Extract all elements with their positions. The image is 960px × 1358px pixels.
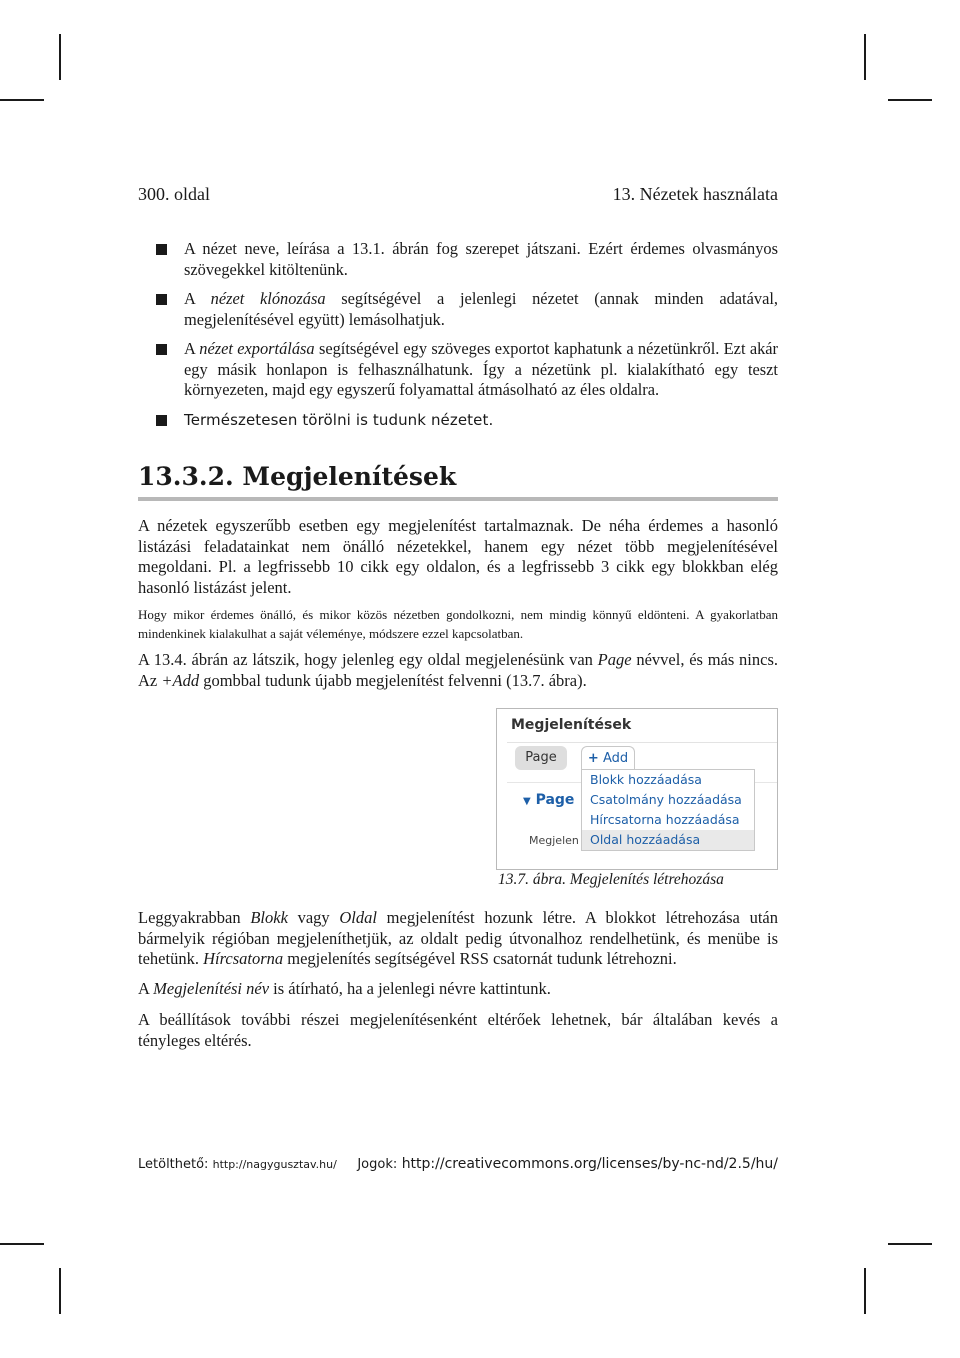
license-link[interactable]: http://creativecommons.org/licenses/by-nc-nd/2.5/hu/: [401, 1156, 778, 1172]
display-section-head[interactable]: [523, 792, 574, 808]
bullet-text-run: A: [184, 339, 200, 358]
crop-mark-bottom-right-v: [864, 1268, 866, 1314]
paragraph-2-block: [138, 650, 778, 691]
caret-down-icon: ▼: [523, 796, 531, 807]
crop-mark-top-right-h: [888, 99, 932, 101]
section-title: 13.3.2. Megjelenítések: [138, 462, 457, 491]
paragraph-5-block: [138, 1010, 778, 1051]
paragraph-1-block: [138, 516, 778, 598]
figure-screenshot: [496, 708, 778, 870]
crop-mark-top-right-v: [864, 34, 866, 80]
bullet-square-icon: [156, 294, 167, 305]
crop-mark-top-left-v: [59, 34, 61, 80]
section-rule: [138, 497, 778, 501]
add-display-menu-item[interactable]: Hírcsatorna hozzáadása: [590, 812, 740, 827]
bullet-text-run: A: [184, 289, 211, 308]
add-display-label: Add: [602, 751, 629, 766]
bullet-text-run: nézet exportálása: [199, 339, 315, 358]
crop-mark-bottom-left-h: [0, 1243, 44, 1245]
figure-heading: Megjelenítések: [511, 717, 632, 733]
bullet-text-run: Természetesen törölni is tudunk nézetet.: [184, 410, 494, 429]
paragraph3-run: Blokk: [250, 908, 288, 927]
paragraph3-run: Leggyakrabban: [138, 908, 251, 927]
paragraph-4: [138, 979, 778, 1000]
add-display-menu-item[interactable]: Oldal hozzáadása: [582, 830, 754, 850]
bullet-item: [138, 410, 778, 431]
paragraph-5: [138, 1010, 778, 1051]
paragraph3-run: Oldal: [339, 908, 377, 927]
paragraph-4-block: [138, 979, 778, 1000]
paragraph-3: [138, 908, 778, 970]
paragraph4-run: Megjelenítési név: [153, 979, 270, 998]
bullet-text-run: segítségével a jelenlegi nézetet (annak minden adatával, megjelenítésével együtt) lemásolhatjuk.: [184, 289, 779, 329]
bullet-text-run: A nézet neve, leírása a 13.1. ábrán fog szerepet játszani. Ezért érdemes olvasmányos szövegekkel kitöltenünk.: [184, 239, 778, 279]
note-block: [138, 605, 778, 643]
paragraph2-run: névvel, és más nincs. Az: [138, 650, 778, 690]
section-heading: [138, 462, 778, 501]
bullet-text-run: nézet klónozása: [210, 289, 326, 308]
figure-caption: 13.7. ábra. Megjelenítés létrehozása: [498, 871, 724, 888]
display-name-label: Megjelen: [529, 834, 579, 847]
paragraph2-run: A 13.4. ábrán az látszik, hogy jelenleg egy oldal megjelenésünk van: [138, 650, 598, 669]
download-info: [138, 1157, 337, 1172]
paragraph1-run: A nézetek egyszerűbb esetben egy megjelenítést tartalmaznak. De néha érdemes a hasonló listázási feladatainkat nem önálló nézetekkel, hanem egy nézet több megjelenítésével megoldani. Pl. a legfrissebb 10 cikk egy oldalon, és a legfrissebb 3 cikk egy blokkban elég hasonló listázást jelent.: [138, 516, 778, 597]
paragraph2-run: +Add: [161, 670, 200, 690]
paragraph2-run: gombbal tudunk újabb megjelenítést felvenni (13.7. ábra).: [199, 670, 587, 690]
bullet-text-run: segítségével egy szöveges exportot kaphatunk a nézetünkről. Ezt akár egy másik honlapon is felhasználhatunk. Így a nézetünk pl. kialakítható egy teszt környezeten, majd egy egyszerű folyamattal átmásolható az éles oldalra.: [184, 339, 779, 399]
note-paragraph: Hogy mikor érdemes önálló, és mikor közös nézetben gondolkozni, nem mindig könnyű eldönteni. A gyakorlatban mindenkinek kialakulhat a saját véleménye, módszere ezzel kapcsolatban.: [138, 607, 778, 641]
license-label: Jogok:: [357, 1157, 398, 1172]
plus-icon: +: [587, 751, 599, 766]
download-link[interactable]: http://nagygusztav.hu/: [212, 1158, 337, 1171]
crop-mark-top-left-h: [0, 99, 44, 101]
bullet-item: [138, 239, 778, 280]
add-display-menu: [581, 769, 755, 851]
display-section-label: Page: [535, 792, 575, 808]
chapter-title: 13. Nézetek használata: [612, 184, 778, 204]
bullet-item: [138, 289, 778, 330]
paragraph3-run: megjelenítést hozunk létre. A blokkot létrehozása után bármelyik régióban megjeleníthetjük, az oldalt pedig útvonalhoz rendelhetünk, és menübe is tehetünk.: [138, 908, 778, 968]
figure-divider: [507, 742, 777, 743]
paragraph-1: [138, 516, 778, 598]
download-label: Letölthető:: [138, 1157, 209, 1172]
crop-mark-bottom-right-h: [888, 1243, 932, 1245]
bullet-list: [138, 239, 778, 439]
paragraph-3-block: [138, 908, 778, 970]
bullet-item: [138, 339, 778, 401]
add-display-button[interactable]: [581, 746, 635, 771]
page-number: 300. oldal: [138, 184, 210, 204]
paragraph2-run: Page: [597, 650, 632, 669]
bullet-square-icon: [156, 244, 167, 255]
license-info: [357, 1156, 778, 1172]
paragraph3-run: megjelenítés segítségével RSS csatornát tudunk létrehozni.: [283, 949, 677, 968]
paragraph4-run: A: [138, 979, 154, 998]
paragraph3-run: Hírcsatorna: [203, 949, 284, 968]
crop-mark-bottom-left-v: [59, 1268, 61, 1314]
display-tab-page[interactable]: Page: [515, 746, 567, 770]
paragraph5-run: A beállítások további részei megjelenítésenként eltérőek lehetnek, bár általában kevés a tényleges eltérés.: [138, 1010, 778, 1050]
bullet-square-icon: [156, 415, 167, 426]
bullet-square-icon: [156, 344, 167, 355]
paragraph-2: [138, 650, 778, 691]
paragraph3-run: vagy: [287, 908, 340, 927]
add-display-menu-item[interactable]: Blokk hozzáadása: [590, 772, 702, 787]
paragraph4-run: is átírható, ha a jelenlegi névre kattintunk.: [269, 979, 551, 998]
add-display-menu-item[interactable]: Csatolmány hozzáadása: [590, 792, 742, 807]
